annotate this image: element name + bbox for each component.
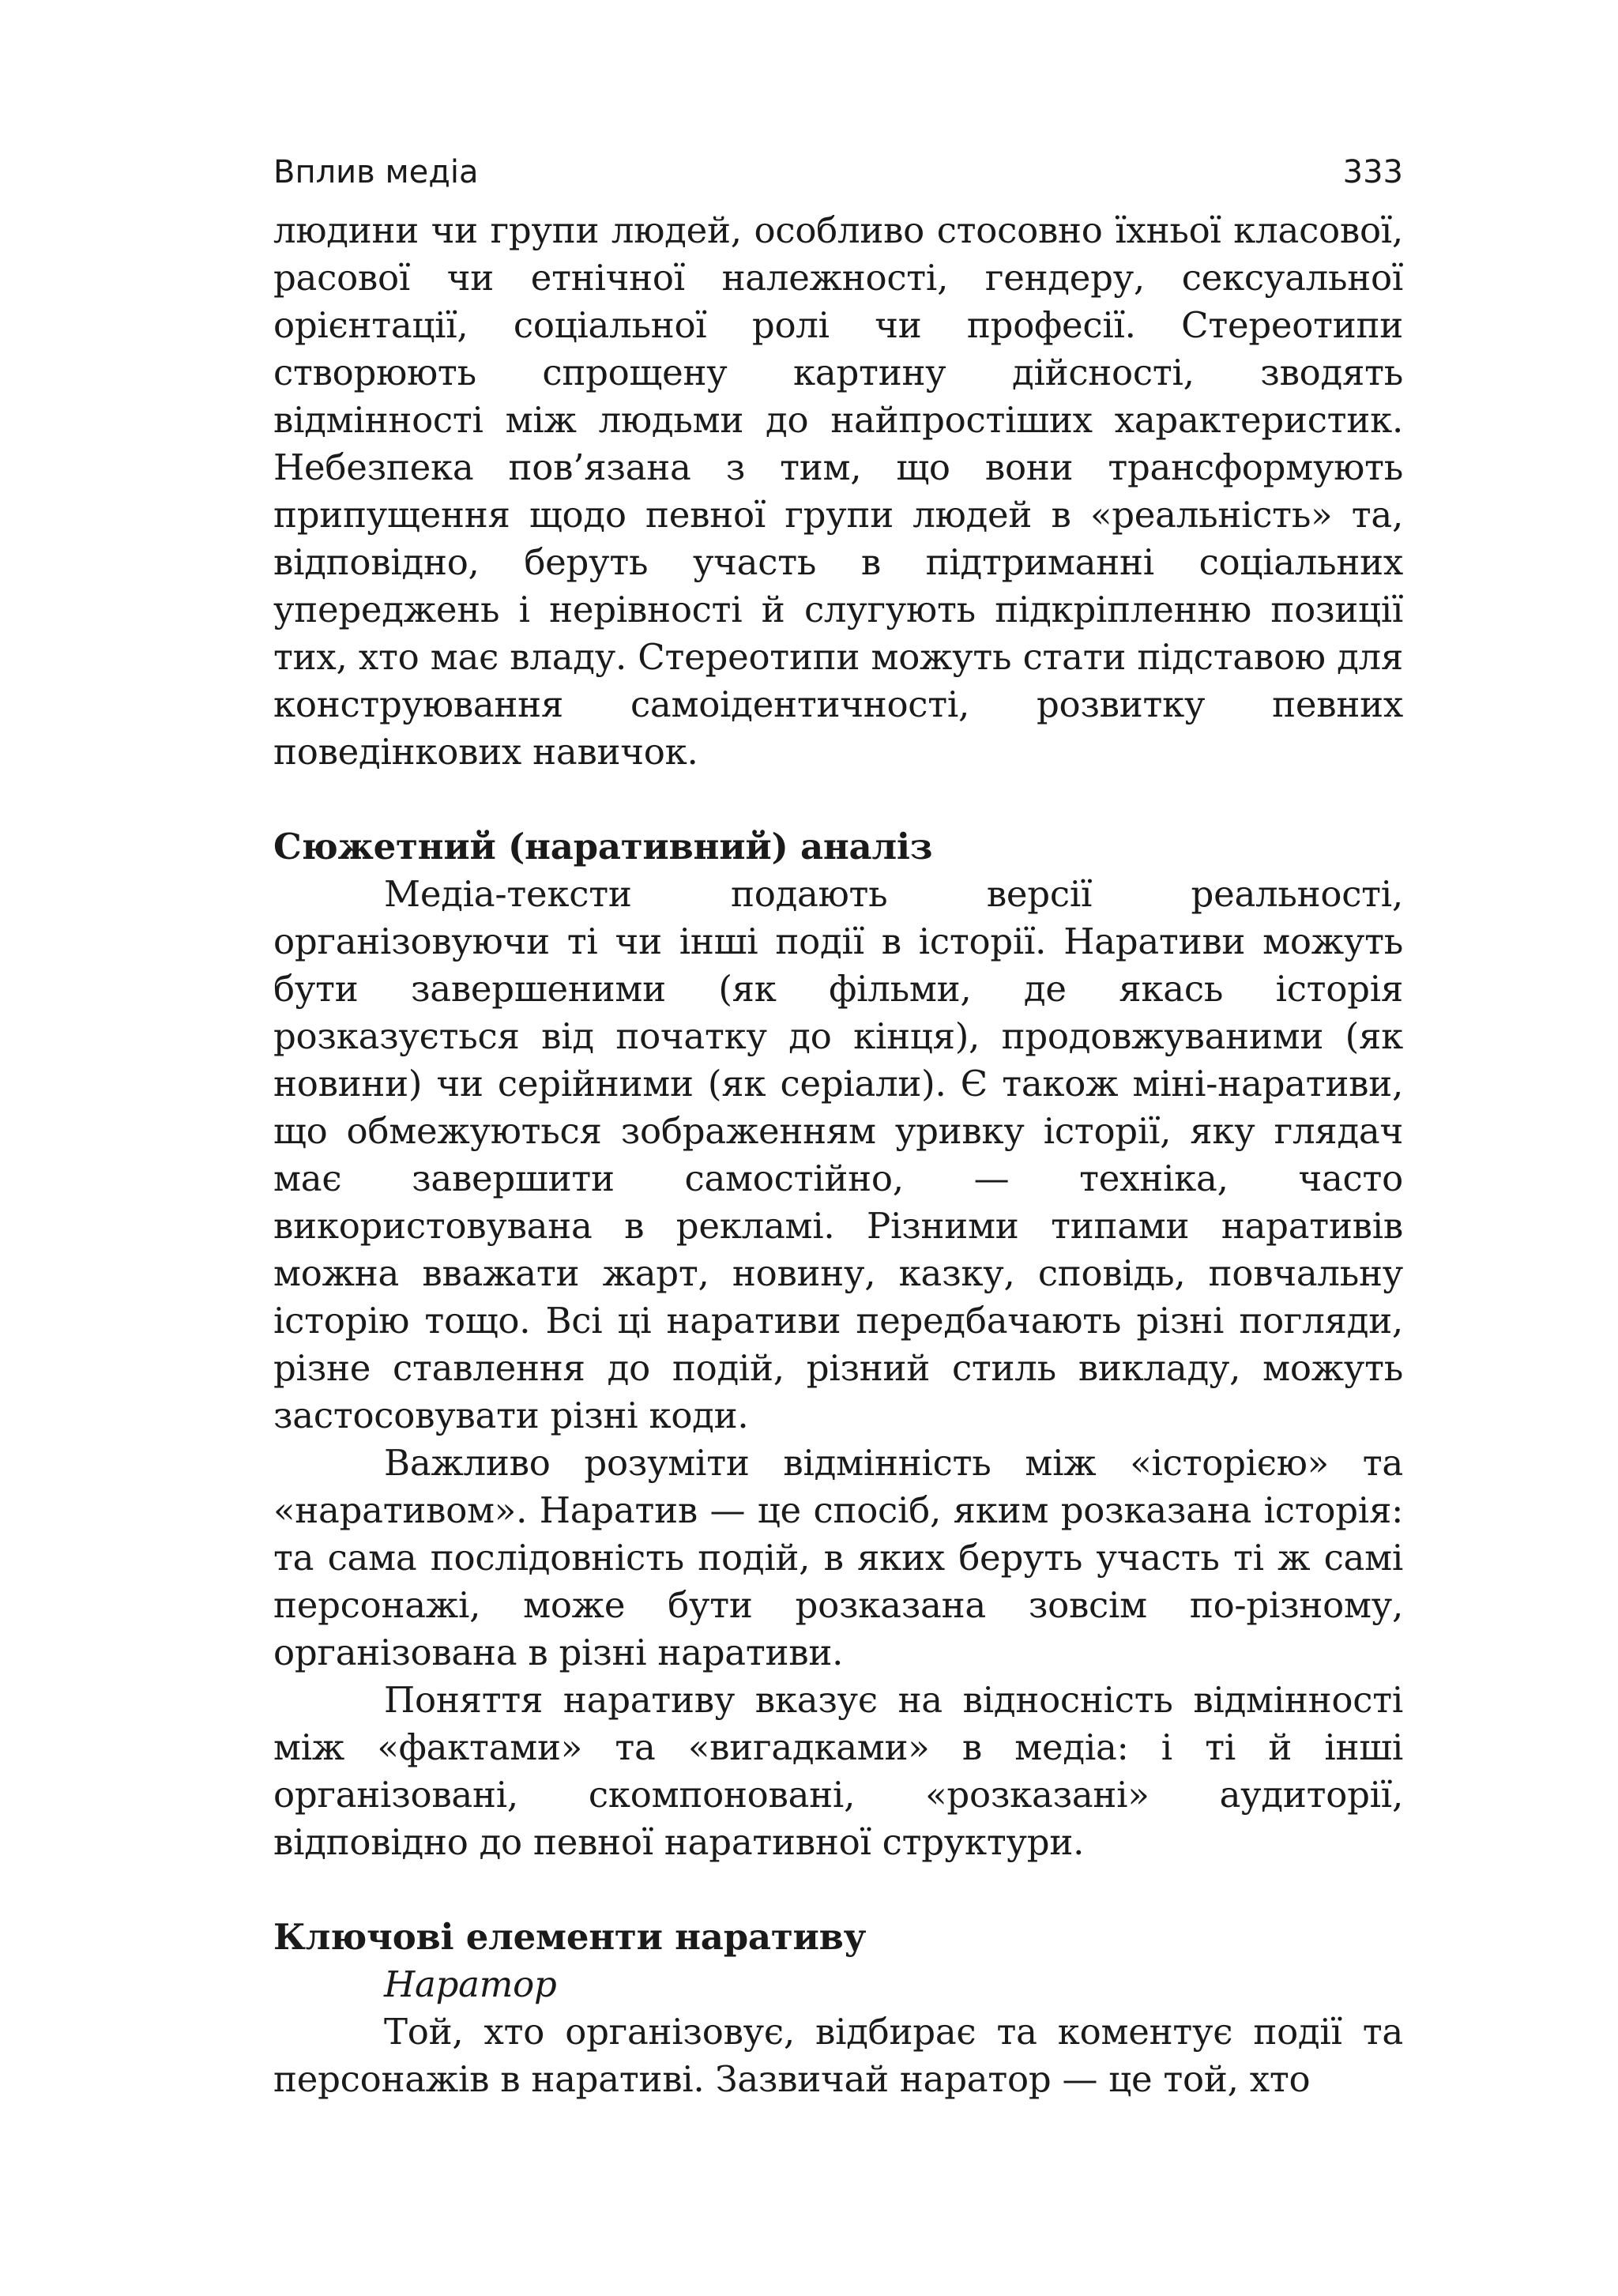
page-number: 333 — [1342, 154, 1403, 190]
running-head-title: Вплив медіа — [273, 154, 479, 190]
paragraph-stereotypes: людини чи групи людей, особливо стосовно їхньої класової, расової чи етнічної належності, гендеру, сексуальної орієнтації, соціальної ролі чи професії. Стереотипи створюють спрощену картину дійсності, зводять відмінності між людьми до найпростіших характеристик. Небезпека пов’язана з тим, що вони трансформують припущення щодо певної групи людей в «реальність» та, відповідно, беруть участь в підтриманні соціальних упереджень і нерівності й слугують підкріпленню позиції тих, хто має владу. Стереотипи можуть стати підставою для конструювання самоідентичності, розвитку певних поведінкових навичок. — [273, 209, 1403, 773]
subheading-narrator: Наратор — [384, 1963, 557, 2005]
paragraph-story-vs-narrative: Важливо розуміти відмінність між «історією» та «наративом». Наратив — це спосіб, яким розказана історія: та сама послідовність подій, в яких беруть участь ті ж самі персонажі, може бути розказана зовсім по-різному, організована в різні наративи. — [273, 1442, 1403, 1673]
paragraph-media-texts: Медіа-тексти подають версії реальності, організовуючи ті чи інші події в історії. Наративи можуть бути завершеними (як фільми, де якась історія розказується від початку до кінця), продовжуваними (як новини) чи серійними (як серіали). Є також міні-наративи, що обмежуються зображенням уривку історії, яку глядач має завершити самостійно, — техніка, часто використовувана в рекламі. Різними типами наративів можна вважати жарт, новину, казку, сповідь, повчальну історію тощо. Всі ці наративи передбачають різні погляди, різне ставлення до подій, різний стиль викладу, можуть застосовувати різні коди. — [273, 873, 1403, 1436]
heading-key-elements: Ключові елементи наративу — [273, 1916, 867, 1958]
paragraph-narrator: Той, хто організовує, відбирає та коментує події та персонажів в наративі. Зазвичай наратор — це той, хто — [273, 2011, 1403, 2100]
paragraph-facts-vs-fiction: Поняття наративу вказує на відносність відмінності між «фактами» та «вигадками» в медіа: і ті й інші організовані, скомпоновані, «розказані» аудиторії, відповідно до певної наративної структури. — [273, 1679, 1403, 1863]
section-gap — [273, 776, 1403, 823]
body-text — [273, 207, 1403, 2103]
section-gap — [273, 1866, 1403, 1914]
running-head — [273, 149, 1403, 196]
heading-narrative-analysis: Сюжетний (наративний) аналіз — [273, 826, 933, 868]
